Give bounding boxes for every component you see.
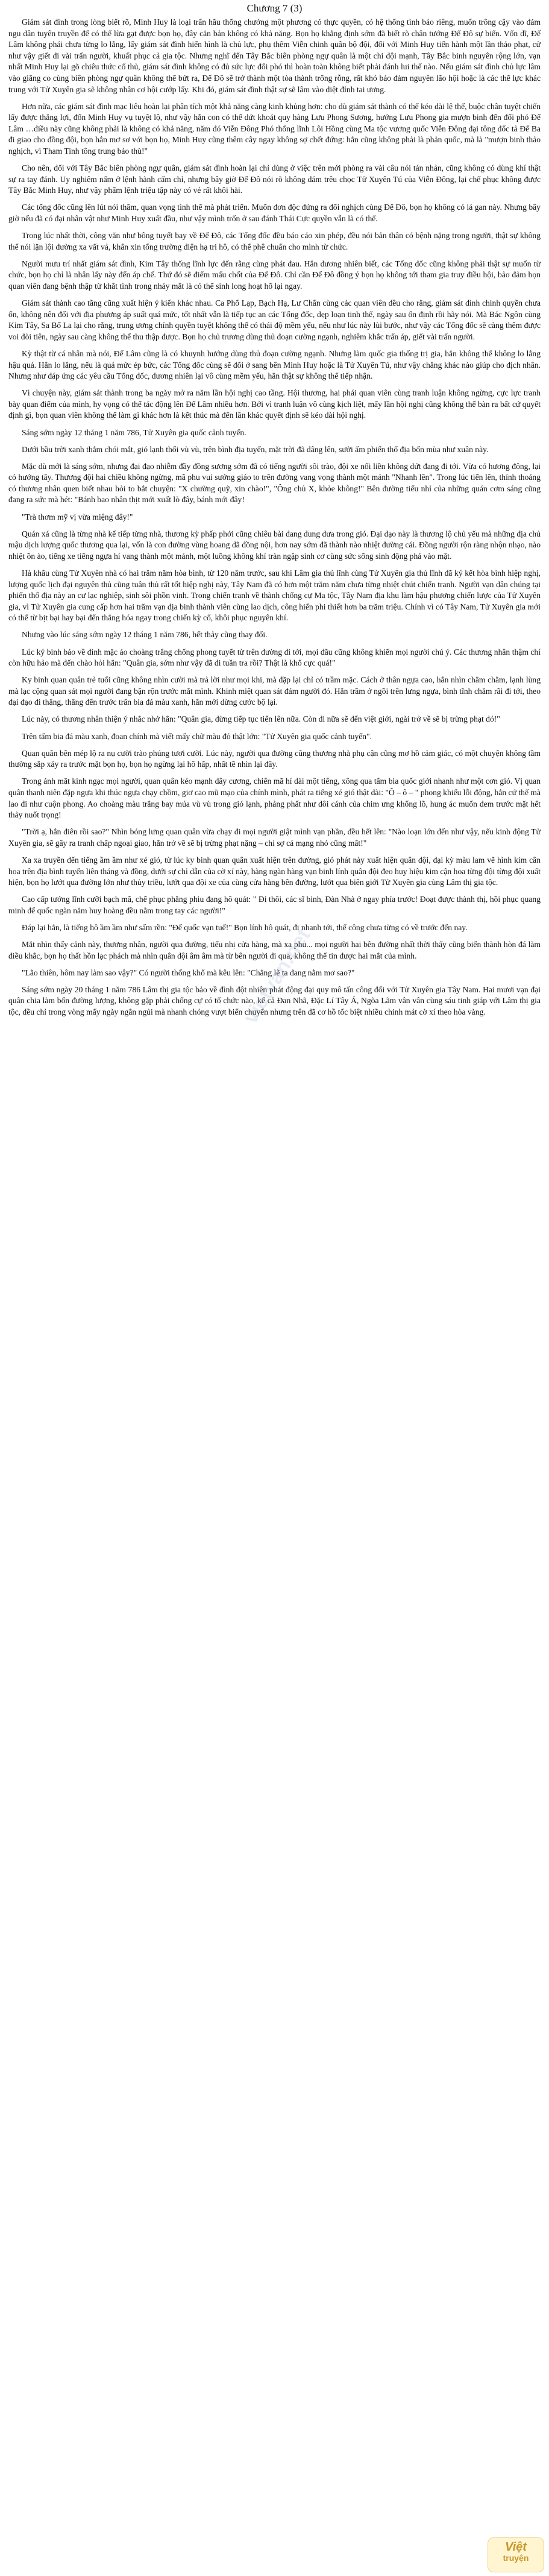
paragraph: Nhưng vào lúc sáng sớm ngày 12 tháng 1 năm 786, hết thảy cũng thay đổi. xyxy=(22,630,268,640)
paragraph: "Trời ạ, hắn điên rồi sao?" Nhìn bóng lưng quan quân vừa chạy đi mọi người giật mình vạn phần, đều hết lên: "Nào loạn lớn đến như vậy, nếu kinh động Tử Xuyên gia, sẽ gây ra tranh chấp ngoại giao, hắn trở về sẽ bị trừng phạt nặng – chỉ sợ cả mạng nhỏ cũng mất!" xyxy=(8,827,541,848)
paragraph: Ky binh quan quân trẻ tuổi cũng không nhìn cười mà trả lời như mọi khi, mà đặp lại chỉ có trầm mặc. Cách ở thân ngựa cao, hắn nhìn chằm chằm, lạnh lùng mà lạc cộng quan sát mọi người đang bận rộn trước mắt mình. Khinh miệt quan sát đám người đó. Hắn trầm ở ngồi trên lưng ngựa, bình tĩnh chăm rãi đi tới, theo đại đạo đi thẳng, thẳng đến trước trấn bia đá màu xanh, hắn mới dừng cước bộ lại. xyxy=(8,675,541,707)
paragraph: Trong lúc nhất thời, công văn như bông tuyết bay về Đế Đô, các Tổng đốc đều báo cáo xin phép, đều nói bản thân có bệnh nặng trong người, thật sự không thể nói lặn lội đường xa vất vả, khẩn xin tổng trường điện hạ tri hô, có thể phê chuẩn cho mình từ chức. xyxy=(8,231,541,251)
paragraph: Mắt nhìn thấy cảnh này, thương nhân, người qua đường, tiểu nhị cửa hàng, mà xa phu... mọi người hai bên đường nhất thời thấy cũng biến thành hòn đá làm điều khắc, bọn họ thất hồn lạc phách mà nhìn quân đội âm âm mà từ bên người đi qua, không thể tin được hai mắt của mình. xyxy=(8,939,541,960)
paragraph: Cho nên, đối với Tây Bắc biên phòng ngự quân, giám sát đình hoàn lại chỉ dùng ở việc trên mới phòng ra vài câu nói tán nhản, cũng không có dùng khí thật sự ra tay đánh. Uy nghiêm nấm ở lệnh hành cấm chỉ, nhưng bây giờ Đế Đô nói rõ không dám trêu chọc Tử Xuyên Tú của Viễn Đông, lại chế phục không được Tây Bắc Minh Huy, như vậy phẩm lệnh triệu tập này có vẻ rất khôi hài. xyxy=(8,163,541,195)
paragraph: Trên tấm bia đá màu xanh, đoan chính mà viết mấy chữ màu đỏ thật lớn: "Tử Xuyên gia quốc cảnh tuyến". xyxy=(22,731,372,741)
paragraph: Cao cấp tướng lĩnh cưỡi bạch mã, chế phục phẳng phiu đang hô quát: " Đi thôi, các sĩ binh, Đàn Nhà ở ngay phía trước! Đoạt được thành thị, hồi phục quang minh để quốc ngàn năm huy hoàng đều nằm trong tay các người!" xyxy=(8,895,541,915)
paragraph: Giám sát đình trong lòng biết rõ, Minh Huy là loại trấn hầu thống chướng một phương có thực quyền, có hệ thống tình báo riêng, muốn trông cậy vào đám ngu dân tuyên truyền để có thể lừa gạt được bọn họ, đây căn bản không có khả năng. Bọn họ khẳng định sớm đã biết rõ chân tướng Đế Đô sự biến. Vốn dĩ, Đế Lâm không phái chưa từng lo lắng, lấy giám sát đình hiển hình là chủ lực, phụ thêm Viễn chinh quân bộ đội, đối với Minh Huy tiến hành một lần thảo phạt, cử như vậy giết đi vài trấn người, khuất phục cả gia tộc. Nhưng nghĩ đến Tây Bắc biên phòng ngự quân là một chi đội mạnh, Tây Bắc binh nguyên rộng lớn, vạn nhất Minh Huy lại gõ chiêu thức cố thủ, giám sát đình không có đủ sức lực đổi phó thì hoàn toàn không biết phải đánh lui thế nào. Nếu giám sát đình chủ lực lâm vào giằng co cùng biên phòng ngự quân không thể bứt ra, Đế Đô sẽ trở thành một tòa thành trống rỗng, rất khó bảo đảm nguyên lão hội hoặc là các thế lực khác trung với Tử Xuyên gia sẽ không nhân cơ hội cướp lấy. Khi đó, giám sát đình thật sự sẽ lâm vào diệt đỉnh tai ương. xyxy=(8,17,541,94)
chapter-body xyxy=(8,17,541,1018)
paragraph: Trong ánh mắt kinh ngạc mọi người, quan quân kéo mạnh dây cương, chiến mã hí dài một tiếng, xông qua tấm bia quốc giới nhanh như một cơn gió. Vị quan quân thanh niên đặp ngựa khi thúc ngựa chạy chồm, giơ cao mũ mạo của chính mình, phát ra tiếng xé gió thật dài: "Ô – ô – " phong khiếu lỗi động, hắn cứ thế mà lao đi như cuộn phong. Ao choàng màu trắng bay múa vù vù trong gió lạnh, phảng phất như đôi cánh của chim ưng khổng lồ, hung ác muốn đem trước mặt hết thảy nuốt trọng! xyxy=(8,776,541,820)
paragraph: Người mưu trí nhất giám sát đình, Kim Tây thống lĩnh lực đến rằng cùng phát đau. Hắn đương nhiên biết, các Tổng đốc cũng không phải thật sự muốn từ chức, bọn họ chỉ là nhân lấy này đến áp chế. Thứ đó sẽ điểm mấu chốt của Đế Đô. Chỉ cần Đế Đô đồng ý bọn họ không tới tham gia truy điều hội, bảo đảm bọn quan viên đang bệnh thập từ khắt tình trong nháy mắt là có thể sinh long hoạt hổ lại ngay. xyxy=(8,259,541,291)
paragraph: Kỳ thật từ cá nhân mà nói, Đế Lâm cũng là có khuynh hướng dùng thủ đoạn cường ngạnh. Nhưng làm quốc gia thống trị gia, hắn không thể không lo lắng hậu quả. Hắn lo lắng, nếu là quá mức ép bức, các Tổng đốc cùng sẽ đối ở sang bên Minh Huy hoặc là Tử Xuyên Tú, như vậy chẳng khác nào giúp cho địch nhân. Nhưng như đáp ứng các yêu cầu Tổng đốc, đương nhiên lại vô cùng mềm yếu, hắn thật sự không thể tiếp nhận. xyxy=(8,348,541,381)
paragraph: Xa xa truyền đến tiếng ầm ầm như xé gió, từ lúc ky binh quan quân xuất hiện trên đường, gió phát này xuất hiện quân đội, đại kỳ màu lam vẽ hình kim cân hoa trên địa bình tuyến liên tháng và đồng, dưới sự chỉ dẫn của cờ xí này, hàng ngàn hàng vạn binh lính quân đội đeo huy hiệu kim cận hoa từng đội từng đội xuất hiện, bọn họ lướt qua đường lớn như thủy triều, lướt qua đội xe của cùng cửa hàng bên đường, lướt qua biên giới Tử Xuyên gia cùng Lâm thị gia tộc. xyxy=(8,855,541,887)
paragraph: Quan quân bên mép lộ ra nụ cười trào phúng tươi cười. Lúc này, người qua đường cũng thương nhà phụ cận cũng mơ hồ cảm giác, có một chuyện không tầm thường sắp xảy ra trước mặt bọn họ, bọn họ ngừng lại hô hấp, nhất tề nhìn lại đây. xyxy=(8,748,541,769)
logo-line-2: truyện xyxy=(503,2553,529,2563)
paragraph: "Lão thiên, hôm nay làm sao vậy?" Có người thống khổ mà kêu lên: "Chẳng lẽ ta đang nằm mơ sao?" xyxy=(22,968,355,977)
paragraph: Giám sát thành cao tầng cũng xuất hiện ý kiến khác nhau. Ca Phổ Lạp, Bạch Hạ, Lư Chẩn cùng các quan viên đều cho rằng, giám sát đình chinh quyền chưa ổn, không nên đối với địa phương áp suất quá mức, tốt nhất vẫn là tiếp tục an các Tổng đốc, dẹp loạn tinh thế, ngày sau ổn định rồi hãy nói. Mà Bác Ngôn cùng Kim Tây, Sa Bố La lại cho rằng, trung ương chính quyền tuyệt không thể có thái độ mềm yếu, nếu như lúc này lùi bước, như vậy các Tổng đốc sẽ càng thêm được voi đòi tiên, ngày sau càng không thể thu thập được. Bọn họ chủ trương dùng thủ đoạn cường ngạnh, nghiêm khắc trấn áp, giết vài trấn người. xyxy=(8,298,541,341)
paragraph: "Trà thơm mỹ vị vừa miệng đây!" xyxy=(22,512,133,521)
paragraph: Lúc ký binh bảo về đình mặc áo choàng trắng chống phong tuyết từ trên đường đi tới, mọi đầu cũng không khiến mọi người chú ý. Các thương nhân thậm chí còn hữu hảo mà đến chào hỏi hắn: "Quân gia, sớm như vậy đã đi tuần tra rồi? Thật là khổ cực quá!" xyxy=(8,647,541,668)
paragraph: Sáng sớm ngày 12 tháng 1 năm 786, Tử Xuyên gia quốc cảnh tuyến. xyxy=(22,427,246,437)
paragraph: Các tổng đốc cũng lên lút nói thầm, quan vọng tình thế mà phát triển. Muốn đơn độc đứng ra đối nghịch cùng Đế Đô, bọn họ không có lá gan này. Nhưng bây giờ nếu đã có đại nhân vật như Minh Huy xuất đầu, như vậy mình trốn ở sau đánh Thái Cực quyền vẫn là có thể. xyxy=(8,203,541,223)
logo-line-1: Việt xyxy=(505,2540,527,2554)
paragraph: Dưới bầu trời xanh thẳm chói mắt, gió lạnh thổi vù vù, trên bình địa tuyến, mặt trời đã dâng lên, sưởi ấm phiến thổ địa bốn mùa như xuân này. xyxy=(22,444,489,454)
paragraph: Mặc dù mới là sáng sớm, nhưng đại đạo nhiễm đầy đồng sương sớm đã có tiếng người sôi trào, đội xe nối liền không dứt đang đi tới. Vừa có hương đông, lại có hướng tây. Thương đội hai chiều không ngừng, mã phu vui sướng giáo to trên đường vang vọng thành một mảnh "Nhanh lên". Trong lúc tiến lên, thỉnh thoảng có thương nhân quen biết nhau hỏi to bắt chuyện: "X chường quỹ, xin chào!", "Ông chủ X, khỏe không!" Bên đường tiểu nhỉ của những quán cơm sáng cũng đang ra sức mà hét: "Bánh bao nhân thịt mới xuất lò đây, bánh mới đây! xyxy=(8,461,541,505)
paragraph: Lúc này, có thương nhân thiện ý nhắc nhở hắn: "Quân gia, đừng tiếp tục tiến lên nữa. Còn đi nữa sẽ đến việt giới, ngài trở về sẽ bị trừng phạt đó!" xyxy=(22,714,500,724)
paragraph: Quán xá cũng là từng nhà kế tiếp từng nhà, thương kỳ phấp phới cũng chiêu bài đang đung đưa trong gió. Đại đạo này là thương lộ chủ yếu mà những địa chủ mậu dịch lượng quốc thương qua lại, vốn là con đường vùng hoang dã đồng nội, hơn nay sớm đã thành nào nhiệt đường cái. Đồng người rộn ràng nhộn nhạo, nào nhiệt ồn ào, tiếng xe tiếng ngựa hí vang thành một mảnh, một luồng không khí tràn ngập sinh cơ cùng sức sống sinh động phả vào mặt. xyxy=(8,529,541,561)
paragraph: Đáp lại hắn, là tiếng hô ầm ầm như sấm rền: "Đế quốc vạn tuế!" Bọn lính hô quát, đi nhanh tới, thế công chưa từng có về trước đến nay. xyxy=(22,922,468,932)
paragraph: Sáng sớm ngày 20 tháng 1 năm 786 Lâm thị gia tộc bảo về đình đột nhiên phát động đại quy mô tấn công đối với Tử Xuyên gia Tây Nam. Hai mươi vạn đại quân chia làm bốn đường lượng, không gặp phải chống cự có tổ chức nào, kể cả Đan Nhã, Đặc Lí Tây Á, Ngõa Lãm vân vân cùng sáu tinh giáp với Lâm thị gia tộc, đều chỉ trong vòng mấy ngày ngắn ngủi mà nhanh chóng vượt biển chuyển nhưng trên đã cơ hồ tốc biệt nhiều chinh mát cờ xí theo hòa vàng. xyxy=(8,984,541,1016)
paragraph: Vì chuyện này, giám sát thành trong ba ngày mở ra năm lần hội nghị cao tầng. Hội thương, hai phái quan viên cùng tranh luận không ngừng, cực lực tranh bày quan điểm của mình, hy vọng có thể tác động lên Đế Lâm nhiều hơn. Bởi vì tranh luận vô cùng kịch liệt, mấy lần hội nghị cũng không thể bàn ra bất cứ quyết định gì, bọn quan viên không thể làm gì khác hơn là kết thúc mà đến lần khác quyết định sẽ kéo dài hội nghị. xyxy=(8,388,541,420)
paragraph: Hà khẩu cùng Tử Xuyên nhà có hai trăm năm hòa bình, từ 120 năm trước, sau khi Lâm gia thủ lĩnh cùng Tử Xuyên gia thủ lĩnh đã ký kết hòa bình hiệp nghị, lượng quốc lịch đại nguyên thủ cũng tuân thủ rất tốt hiệp nghị này, Tây Nam đã có hơn một trăm năm chưa từng nhiệt chút chiến tranh. Người vạn dân chúng tại phiến thổ địa này an cư lạc nghiệp, sinh sôi phồn vinh. Trong chiến tranh về thành chống cự Ma tộc, Tây Nam địa khu làm hậu phương chiến lược của Tử Xuyên gia, vì Tử Xuyên gia cung cấp hơn hai trăm vạn địa binh thành viên cùng lao dịch, công hiến phi thiết hơn ba trăm triệu. Chính vì có Tây Nam, Tử Xuyên gia mới có thể từ bịt bại hay bại đến thắng hóa ngay trong chiến kỳ cổ, khôi phục nguyên khí. xyxy=(8,568,541,623)
watermark-text: vietvan.net xyxy=(239,924,315,1028)
paragraph: Hơn nữa, các giám sát đình mạc liêu hoàn lại phân tích một khả năng càng kinh khủng hơn: cho dù giám sát thành có thể kéo dài lệ thế, buộc chân tuyệt chiến lấy được thắng lợi, đốn Minh Huy vụ tuyệt lộ, như vậy hắn con có thể dứt khoát quy hàng Lưu Phong Sương, hướng Lưu Phong gia mượn binh đến đối phó Đế Lâm …điều này cũng không phải là không có khả năng, năm đó Viễn Đông Phó thống lĩnh Lôi Hồng cùng Ma tộc vương quốc Viễn Đông đại tông đốc tả Đế Ba đi giao cho đồng đội, bọn hắn mơ sơ với bọn họ, Minh Huy cũng thêm cây ngay không sợ chết đứng: hắn cũng không phải là phản quốc, mà là "mượn binh thảo nghịch, vì Tham Tinh tông trung bảo thù!" xyxy=(8,101,541,156)
chapter-title: Chương 7 (3) xyxy=(246,2,303,14)
